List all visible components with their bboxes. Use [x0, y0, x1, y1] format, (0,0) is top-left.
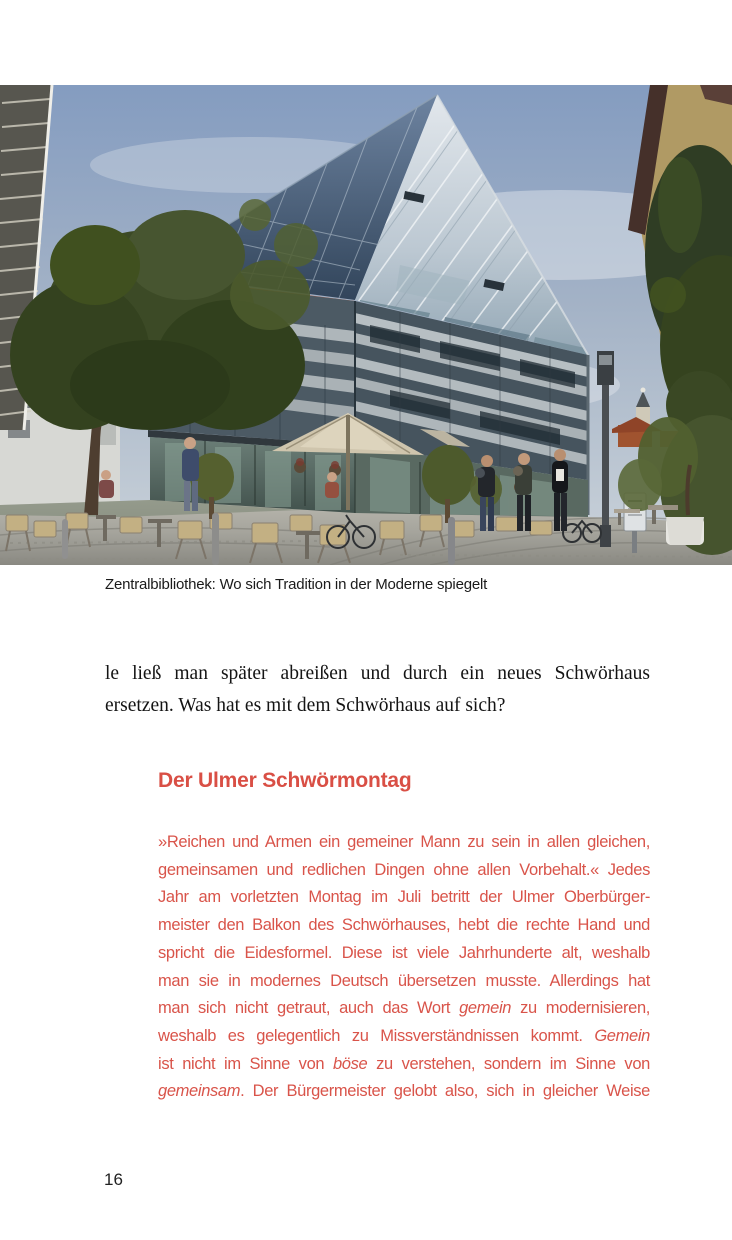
- photo-caption: Zentralbibliothek: Wo sich Tradition in der Moderne spiegelt: [105, 576, 488, 593]
- page-number: 16: [104, 1170, 123, 1189]
- schwoermontag-paragraph: »Reichen und Armen ein gemeiner Mann zu sein in allen gleichen, gemeinsamen und redlichen Dingen ohne allen Vorbehalt.« Jedes Jahr am vorletzten Montag im Juli betritt der Ulmer Oberbürger- meister den Balkon des Schwörhauses, hebt die rechte Hand und spricht die Eidesformel. Diese ist viele Jahrhunderte alt, weshalb man sie in modernes Deutsch übersetzen musste. Allerdings hat man sich nicht getraut, auch das Wort gemein zu modernisieren, weshalb es gelegentlich zu Missverständnissen kommt. Gemein ist nicht im Sinne von böse zu verstehen, sondern im Sinne von gemeinsam. Der Bürgermeister gelobt also, sich in gleicher Weise: [158, 833, 651, 1101]
- library-photo: [0, 85, 732, 565]
- section-heading: Der Ulmer Schwörmontag: [158, 769, 412, 792]
- body-paragraph: le ließ man später abreißen und durch ein neues Schwörhaus ersetzen. Was hat es mit dem Schwörhaus auf sich?: [105, 663, 650, 716]
- library-photo-svg: [0, 85, 732, 565]
